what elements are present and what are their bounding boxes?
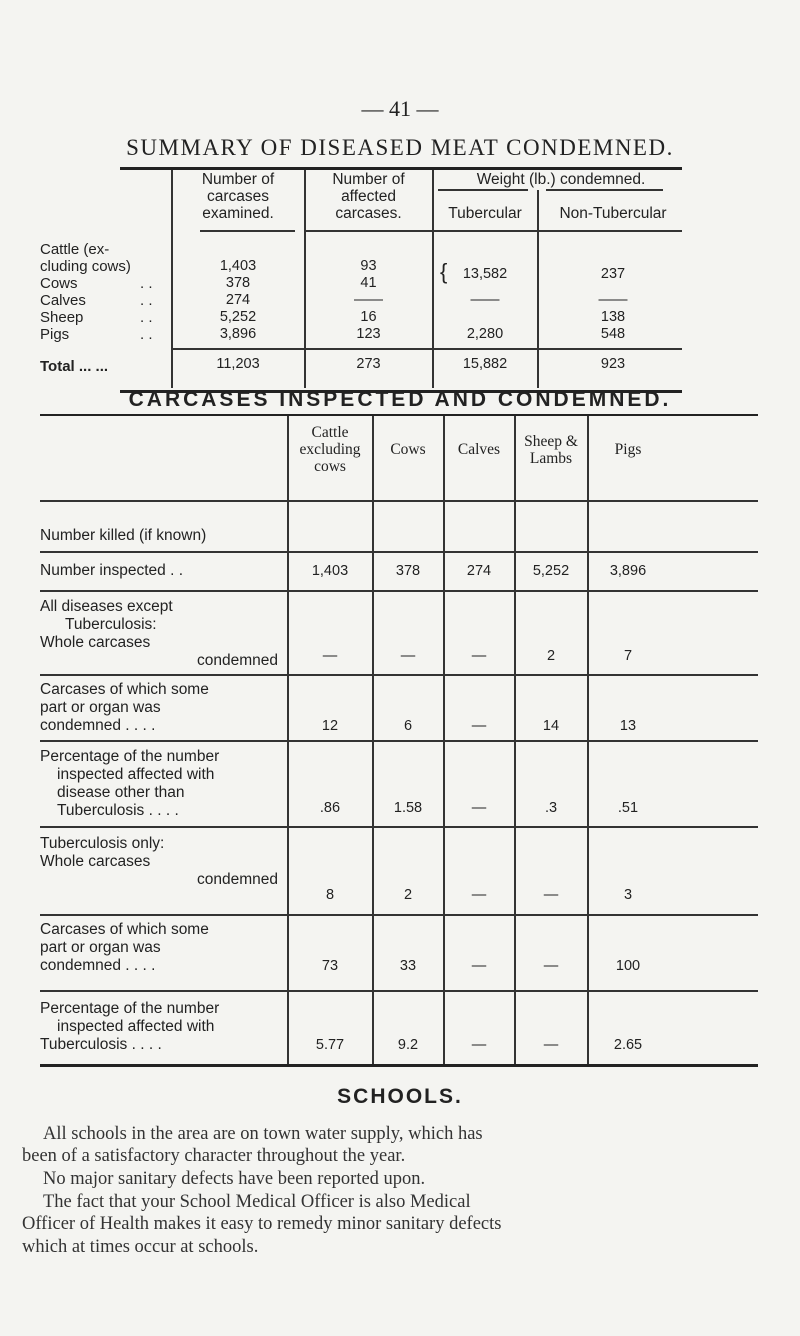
header-sheep: Sheep & Lambs — [524, 433, 578, 467]
carcases-cell: — — [322, 648, 338, 664]
carcases-cell: 5.77 — [315, 1037, 345, 1053]
summary-row-dots: . . — [140, 309, 153, 326]
carcases-cell: — — [471, 800, 487, 816]
summary-affected: 93 — [360, 258, 377, 274]
carcases-row-rule — [40, 826, 758, 828]
summary-affected: —— — [354, 292, 383, 308]
carcases-cell: 2.65 — [613, 1037, 643, 1053]
summary-row-label: cluding cows) — [40, 258, 131, 275]
summary-total-affected: 273 — [356, 356, 381, 372]
carcases-cell: — — [471, 958, 487, 974]
summary-non-tubercular: 548 — [600, 326, 626, 342]
summary-row-dots: . . — [140, 292, 153, 309]
carcases-cell: 8 — [325, 887, 335, 903]
summary-row-label: Cattle (ex- — [40, 241, 110, 258]
carcases-cell: .3 — [544, 800, 558, 816]
carcases-row-rule — [40, 990, 758, 992]
carcases-row-label: Tuberculosis only: Whole carcases condemned — [40, 835, 279, 888]
summary-tubercular: 13,582 — [462, 266, 508, 282]
summary-total-examined: 11,203 — [216, 356, 260, 372]
summary-total-tubercular: 15,882 — [462, 356, 508, 372]
carcases-row-label: Carcases of which some part or organ was condemned . . . . — [40, 681, 209, 734]
carcases-row-label: Percentage of the number inspected affected with Tuberculosis . . . . — [40, 1000, 220, 1053]
schools-line: which at times occur at schools. — [22, 1237, 259, 1257]
carcases-cell: 2 — [546, 648, 556, 664]
summary-total-rule — [171, 348, 682, 350]
carcases-row-rule — [40, 500, 758, 502]
schools-line: No major sanitary defects have been reported upon. — [43, 1169, 426, 1189]
summary-tubercular: 2,280 — [466, 326, 504, 342]
carcases-cell: 9.2 — [397, 1037, 419, 1053]
carcases-cell: 13 — [619, 718, 637, 734]
carcases-cell: 14 — [542, 718, 560, 734]
summary-total-label: Total ... ... — [40, 358, 109, 375]
carcases-row-rule — [40, 551, 758, 553]
carcases-row-rule — [40, 674, 758, 676]
header-examined: Number of carcases examined. — [201, 171, 275, 222]
summary-weight-rule — [546, 189, 663, 191]
summary-examined: 274 — [225, 292, 251, 308]
summary-tubercular: —— — [470, 292, 500, 308]
schools-line: Officer of Health makes it easy to remedy minor sanitary defects — [22, 1214, 502, 1234]
carcases-cell: — — [471, 1037, 487, 1053]
header-non-tubercular: Non-Tubercular — [559, 205, 667, 222]
carcases-cell: — — [471, 648, 487, 664]
carcases-row-label: Number killed (if known) — [40, 527, 207, 544]
summary-non-tubercular: 138 — [600, 309, 626, 325]
header-affected: Number of affected carcases. — [332, 171, 405, 222]
carcases-top-rule — [40, 414, 758, 416]
carcases-cell: 1,403 — [311, 563, 349, 579]
carcases-cell: 3 — [623, 887, 633, 903]
summary-header-rule — [304, 230, 682, 232]
header-pigs: Pigs — [614, 441, 642, 458]
summary-affected: 41 — [360, 275, 377, 291]
summary-examined: 3,896 — [219, 326, 257, 342]
carcases-row-rule — [40, 914, 758, 916]
carcases-cell: 12 — [321, 718, 339, 734]
summary-header-rule — [200, 230, 295, 232]
summary-non-tubercular: 237 — [600, 266, 626, 282]
carcases-cell: .86 — [319, 800, 341, 816]
summary-examined: 378 — [225, 275, 251, 291]
summary-row-label: Calves — [40, 292, 86, 309]
summary-top-rule — [120, 167, 682, 170]
carcases-row-label: All diseases except Tuberculosis: Whole carcases condemned — [40, 598, 279, 669]
summary-row-dots: . . — [140, 275, 153, 292]
schools-line: All schools in the area are on town water supply, which has — [43, 1124, 483, 1144]
brace-icon: { — [440, 259, 448, 284]
summary-title: SUMMARY OF DISEASED MEAT CONDEMNED. — [126, 135, 674, 160]
carcases-row-label: Carcases of which some part or organ was condemned . . . . — [40, 921, 209, 974]
carcases-cell: 3,896 — [609, 563, 647, 579]
summary-affected: 16 — [360, 309, 377, 325]
carcases-cell: 33 — [399, 958, 417, 974]
summary-total-non-tubercular: 923 — [600, 356, 626, 372]
carcases-cell: .51 — [617, 800, 639, 816]
summary-row-label: Cows — [40, 275, 78, 292]
schools-line: been of a satisfactory character throughout the year. — [22, 1146, 406, 1166]
summary-row-label: Sheep — [40, 309, 84, 326]
summary-affected: 123 — [356, 326, 381, 342]
carcases-cell: 6 — [403, 718, 413, 734]
carcases-title: CARCASES INSPECTED AND CONDEMNED. — [128, 388, 672, 411]
header-cows: Cows — [390, 441, 426, 458]
carcases-cell: 1.58 — [393, 800, 423, 816]
summary-row-label: Pigs — [40, 326, 70, 343]
schools-line: The fact that your School Medical Officer is also Medical — [43, 1192, 471, 1212]
carcases-row-rule — [40, 590, 758, 592]
schools-title: SCHOOLS. — [337, 1085, 463, 1108]
header-calves: Calves — [457, 441, 501, 458]
summary-examined: 5,252 — [219, 309, 257, 325]
carcases-cell: — — [400, 648, 416, 664]
carcases-cell: 2 — [403, 887, 413, 903]
carcases-cell: 5,252 — [532, 563, 570, 579]
carcases-cell: 274 — [466, 563, 492, 579]
carcases-row-label: Percentage of the number inspected affected with disease other than Tuberculosis . . . . — [40, 748, 220, 819]
carcases-row-rule — [40, 740, 758, 742]
summary-examined: 1,403 — [219, 258, 257, 274]
carcases-bottom-rule — [40, 1064, 758, 1067]
carcases-cell: 7 — [623, 648, 633, 664]
carcases-cell: 73 — [321, 958, 339, 974]
header-tubercular: Tubercular — [448, 205, 522, 222]
carcases-cell: — — [543, 1037, 559, 1053]
summary-non-tubercular: —— — [598, 292, 628, 308]
header-cattle: Cattle excluding cows — [299, 424, 361, 475]
carcases-cell: — — [471, 887, 487, 903]
summary-row-dots: . . — [140, 326, 153, 343]
page-number: — 41 — — [361, 96, 439, 121]
carcases-cell: — — [471, 718, 487, 734]
carcases-cell: — — [543, 958, 559, 974]
carcases-cell: 378 — [395, 563, 421, 579]
carcases-cell: 100 — [615, 958, 641, 974]
header-weight: Weight (lb.) condemned. — [476, 171, 646, 188]
carcases-cell: — — [543, 887, 559, 903]
summary-weight-rule — [438, 189, 528, 191]
carcases-row-label: Number inspected . . — [40, 562, 184, 579]
